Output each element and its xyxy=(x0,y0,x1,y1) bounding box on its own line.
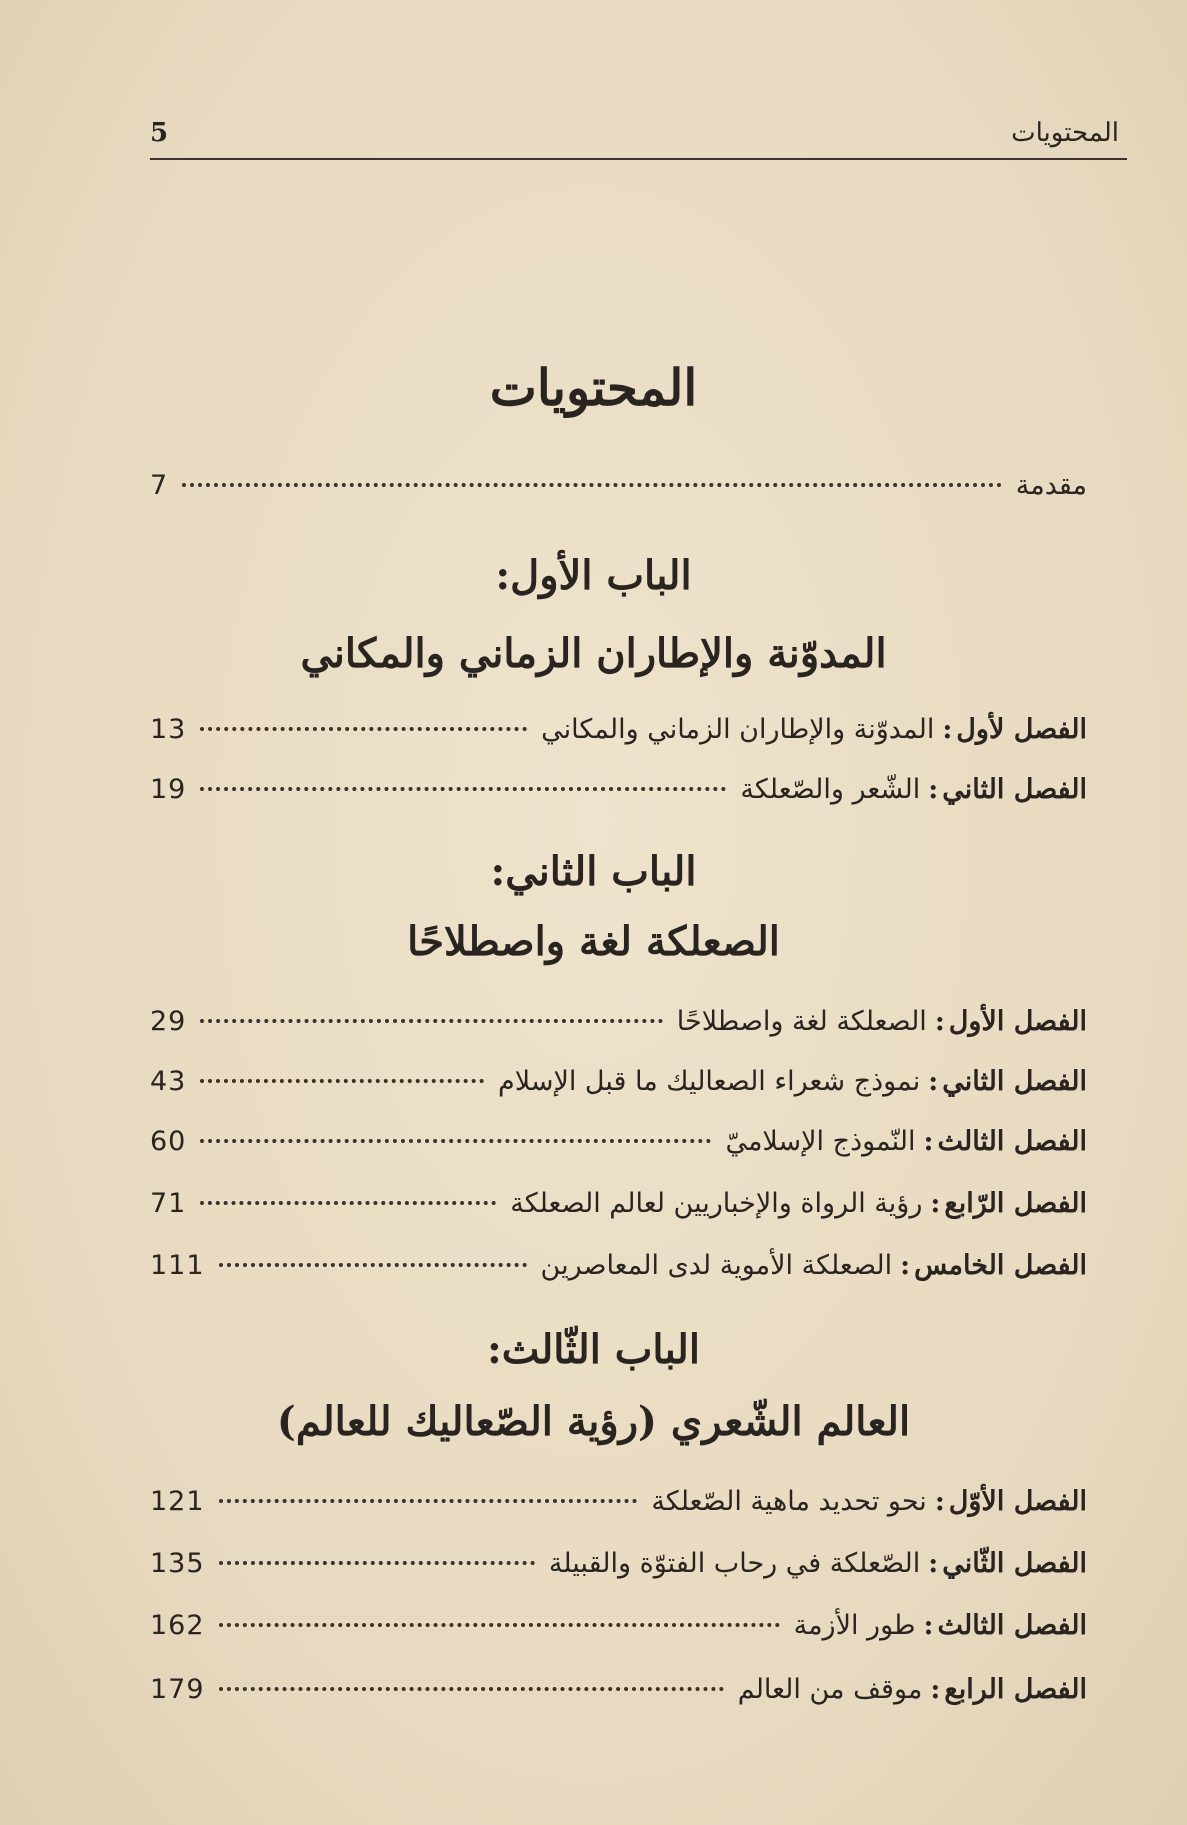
toc-entry-page: 71 xyxy=(150,1188,187,1219)
toc-entry-intro[interactable] xyxy=(150,470,1087,514)
toc-entry-colon: : xyxy=(928,774,939,805)
toc-entry-page: 43 xyxy=(150,1066,187,1097)
toc-entry-colon: : xyxy=(928,1066,939,1097)
toc-entry-label: الفصل الأول xyxy=(948,1006,1087,1037)
toc-entry-label: الفصل الرابع xyxy=(944,1674,1087,1705)
toc-entry-label: الفصل الأوّل xyxy=(948,1486,1087,1517)
running-head-page-number: 5 xyxy=(150,118,169,148)
toc-entry[interactable] xyxy=(150,1126,1087,1170)
toc-entry-title: المدوّنة والإطاران الزماني والمكاني xyxy=(541,714,935,745)
toc-entry-page: 19 xyxy=(150,774,187,805)
toc-entry-colon: : xyxy=(930,1188,941,1219)
toc-entry-colon: : xyxy=(900,1250,911,1281)
toc-entry-page: 111 xyxy=(150,1250,205,1281)
toc-entry-label: الفصل الثالث xyxy=(937,1610,1087,1641)
toc-entry-colon: : xyxy=(930,1674,941,1705)
toc-entry-label: الفصل الثالث xyxy=(937,1126,1087,1157)
toc-entry-label: الفصل الثّاني xyxy=(942,1548,1087,1579)
toc-entry[interactable] xyxy=(150,774,1087,818)
running-head xyxy=(150,118,1127,160)
toc-entry-page: 13 xyxy=(150,714,187,745)
toc-entry-page: 121 xyxy=(150,1486,205,1517)
toc-leader-dots xyxy=(200,1079,484,1083)
toc-leader-dots xyxy=(219,1687,724,1691)
toc-entry-title: الصعلكة لغة واصطلاحًا xyxy=(676,1006,927,1037)
page-title: المحتويات xyxy=(489,358,698,417)
toc-entry-colon: : xyxy=(934,1486,945,1517)
toc-entry-page: 135 xyxy=(150,1548,205,1579)
toc-entry-title: طور الأزمة xyxy=(793,1610,916,1641)
toc-entry[interactable] xyxy=(150,1066,1087,1110)
toc-entry-title: الصعلكة الأموية لدى المعاصرين xyxy=(540,1250,893,1281)
toc-entry-colon: : xyxy=(928,1548,939,1579)
toc-leader-dots xyxy=(200,1201,496,1205)
toc-entry-colon: : xyxy=(934,1006,945,1037)
toc-entry-colon: : xyxy=(923,1126,934,1157)
toc-entry-title: الصّعلكة في رحاب الفتوّة والقبيلة xyxy=(548,1548,921,1579)
toc-leader-dots xyxy=(200,1019,662,1023)
toc-entry[interactable] xyxy=(150,1188,1087,1232)
part-heading: الباب الثّالث: xyxy=(487,1326,700,1373)
part-heading: الباب الأول: xyxy=(495,552,692,599)
toc-entry-label: الفصل الرّابع xyxy=(944,1188,1087,1219)
toc-leader-dots xyxy=(219,1561,535,1565)
toc-leader-dots xyxy=(200,727,527,731)
toc-entry-label: الفصل الثاني xyxy=(942,1066,1087,1097)
toc-entry-label: الفصل الثاني xyxy=(942,774,1087,805)
toc-leader-dots xyxy=(200,787,726,791)
toc-entry-label: الفصل الخامس xyxy=(914,1250,1087,1281)
toc-leader-dots xyxy=(219,1499,638,1503)
toc-entry-page: 29 xyxy=(150,1006,187,1037)
toc-entry-page: 7 xyxy=(150,470,169,501)
toc-leader-dots xyxy=(182,483,1002,487)
toc-entry-colon: : xyxy=(923,1610,934,1641)
toc-entry-title: رؤية الرواة والإخباريين لعالم الصعلكة xyxy=(510,1188,923,1219)
toc-leader-dots xyxy=(200,1139,711,1143)
toc-leader-dots xyxy=(219,1623,780,1627)
toc-entry-title: نحو تحديد ماهية الصّعلكة xyxy=(651,1486,927,1517)
toc-entry-title: النّموذج الإسلاميّ xyxy=(725,1126,916,1157)
toc-entry[interactable] xyxy=(150,1006,1087,1050)
toc-entry[interactable] xyxy=(150,1674,1087,1718)
toc-entry-title: موقف من العالم xyxy=(737,1674,923,1705)
toc-entry-page: 60 xyxy=(150,1126,187,1157)
running-head-title: المحتويات xyxy=(1011,118,1119,148)
toc-entry[interactable] xyxy=(150,1250,1087,1294)
toc-entry-label: مقدمة xyxy=(1015,470,1087,501)
toc-entry-colon: : xyxy=(942,714,953,745)
part-heading: الباب الثاني: xyxy=(490,848,697,895)
toc-entry-label: الفصل لأول xyxy=(956,714,1087,745)
toc-entry[interactable] xyxy=(150,1610,1087,1654)
toc-leader-dots xyxy=(219,1263,527,1267)
toc-entry[interactable] xyxy=(150,1548,1087,1592)
part-subtitle: الصعلكة لغة واصطلاحًا xyxy=(407,918,780,965)
part-subtitle: العالم الشّعري (رؤية الصّعاليك للعالم) xyxy=(276,1398,911,1445)
toc-entry-page: 179 xyxy=(150,1674,205,1705)
part-subtitle: المدوّنة والإطاران الزماني والمكاني xyxy=(300,630,887,677)
toc-entry-title: نموذج شعراء الصعاليك ما قبل الإسلام xyxy=(498,1066,921,1097)
toc-entry[interactable] xyxy=(150,714,1087,758)
toc-entry[interactable] xyxy=(150,1486,1087,1530)
toc-entry-title: الشّعر والصّعلكة xyxy=(740,774,921,805)
toc-entry-page: 162 xyxy=(150,1610,205,1641)
